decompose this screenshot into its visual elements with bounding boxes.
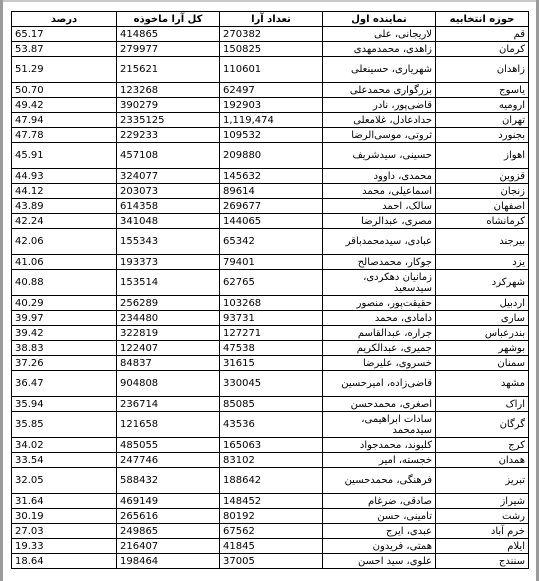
cell-first-rep: عبادی، سیدمحمدباقر: [323, 229, 436, 255]
table-row: [12, 509, 529, 524]
cell-total-votes: 904808: [117, 371, 220, 397]
cell-percent: 30.19: [12, 509, 117, 524]
cell-district: اردبیل: [436, 296, 529, 311]
cell-votes: 85085: [220, 397, 323, 412]
cell-percent: 40.29: [12, 296, 117, 311]
table-row: [12, 57, 529, 83]
cell-first-rep: سادات ابراهیمی، سیدمحمد: [323, 412, 436, 438]
cell-total-votes: 457108: [117, 143, 220, 169]
table-row: [12, 371, 529, 397]
cell-first-rep: مصری، عبدالرضا: [323, 214, 436, 229]
cell-votes: 209880: [220, 143, 323, 169]
cell-total-votes: 84837: [117, 356, 220, 371]
cell-percent: 45.91: [12, 143, 117, 169]
header-first-rep: نماینده اول: [323, 12, 436, 27]
cell-first-rep: حقیقت‌پور، منصور: [323, 296, 436, 311]
cell-votes: 270382: [220, 27, 323, 42]
cell-total-votes: 588432: [117, 468, 220, 494]
cell-first-rep: بزرگواری محمدعلی: [323, 83, 436, 98]
table-row: [12, 494, 529, 509]
cell-first-rep: ثروتی، موسی‌الرضا: [323, 128, 436, 143]
cell-first-rep: خجسته، امیر: [323, 453, 436, 468]
table-row: [12, 341, 529, 356]
header-district: حوزه انتخابیه: [436, 12, 529, 27]
cell-district: زنجان: [436, 184, 529, 199]
cell-total-votes: 469149: [117, 494, 220, 509]
table-row: [12, 42, 529, 57]
cell-votes: 144065: [220, 214, 323, 229]
cell-district: سمنان: [436, 356, 529, 371]
cell-votes: 67562: [220, 524, 323, 539]
cell-district: کرمانشاه: [436, 214, 529, 229]
cell-votes: 65342: [220, 229, 323, 255]
cell-percent: 65.17: [12, 27, 117, 42]
cell-first-rep: دامادی، محمد: [323, 311, 436, 326]
cell-votes: 62765: [220, 270, 323, 296]
window-left-edge: [0, 0, 3, 581]
cell-first-rep: قاضی‌زاده، امیرحسین: [323, 371, 436, 397]
cell-votes: 110601: [220, 57, 323, 83]
header-percent: درصد: [12, 12, 117, 27]
cell-percent: 31.64: [12, 494, 117, 509]
cell-percent: 37.26: [12, 356, 117, 371]
cell-total-votes: 215621: [117, 57, 220, 83]
table-row: [12, 27, 529, 42]
cell-district: ساری: [436, 311, 529, 326]
cell-votes: 83102: [220, 453, 323, 468]
cell-first-rep: عبدی، ایرج: [323, 524, 436, 539]
cell-percent: 40.88: [12, 270, 117, 296]
cell-total-votes: 193373: [117, 255, 220, 270]
cell-district: بجنورد: [436, 128, 529, 143]
cell-votes: 41845: [220, 539, 323, 554]
cell-total-votes: 247746: [117, 453, 220, 468]
cell-total-votes: 485055: [117, 438, 220, 453]
cell-first-rep: جوکار، محمدصالح: [323, 255, 436, 270]
table-row: [12, 229, 529, 255]
cell-first-rep: شهریاری، حسینعلی: [323, 57, 436, 83]
cell-percent: 47.78: [12, 128, 117, 143]
cell-total-votes: 121658: [117, 412, 220, 438]
table-row: [12, 554, 529, 569]
cell-total-votes: 198464: [117, 554, 220, 569]
cell-district: مشهد: [436, 371, 529, 397]
table-row: [12, 468, 529, 494]
cell-first-rep: خسروی، علیرضا: [323, 356, 436, 371]
cell-district: یاسوج: [436, 83, 529, 98]
cell-votes: 103268: [220, 296, 323, 311]
cell-first-rep: کلبوند، محمدجواد: [323, 438, 436, 453]
cell-total-votes: 341048: [117, 214, 220, 229]
cell-first-rep: لاریجانی، علی: [323, 27, 436, 42]
table-row: [12, 169, 529, 184]
cell-first-rep: جمیری، عبدالکریم: [323, 341, 436, 356]
cell-percent: 27.03: [12, 524, 117, 539]
cell-first-rep: اصغری، محمدحسن: [323, 397, 436, 412]
cell-first-rep: حسینی، سیدشریف: [323, 143, 436, 169]
cell-first-rep: همتی، فریدون: [323, 539, 436, 554]
cell-percent: 47.94: [12, 113, 117, 128]
cell-first-rep: صادقی، ضرغام: [323, 494, 436, 509]
header-row: [12, 12, 529, 27]
table-row: [12, 83, 529, 98]
cell-first-rep: زمانیان دهکردی، سیدسعید: [323, 270, 436, 296]
cell-first-rep: سالک، احمد: [323, 199, 436, 214]
cell-votes: 43536: [220, 412, 323, 438]
table-row: [12, 438, 529, 453]
table-body: [12, 27, 529, 569]
cell-votes: 37005: [220, 554, 323, 569]
cell-total-votes: 2335125: [117, 113, 220, 128]
cell-percent: 44.93: [12, 169, 117, 184]
cell-district: کرج: [436, 438, 529, 453]
cell-total-votes: 203073: [117, 184, 220, 199]
cell-total-votes: 256289: [117, 296, 220, 311]
table-row: [12, 412, 529, 438]
cell-percent: 39.42: [12, 326, 117, 341]
cell-votes: 269677: [220, 199, 323, 214]
cell-total-votes: 322819: [117, 326, 220, 341]
cell-percent: 32.05: [12, 468, 117, 494]
cell-first-rep: تامینی، حسن: [323, 509, 436, 524]
cell-total-votes: 390279: [117, 98, 220, 113]
cell-percent: 53.87: [12, 42, 117, 57]
cell-percent: 35.94: [12, 397, 117, 412]
cell-votes: 109532: [220, 128, 323, 143]
cell-votes: 145632: [220, 169, 323, 184]
cell-district: قزوین: [436, 169, 529, 184]
table-row: [12, 199, 529, 214]
cell-total-votes: 122407: [117, 341, 220, 356]
cell-percent: 50.70: [12, 83, 117, 98]
cell-votes: 127271: [220, 326, 323, 341]
cell-first-rep: حدادعادل، غلامعلی: [323, 113, 436, 128]
cell-district: ایلام: [436, 539, 529, 554]
cell-district: قم: [436, 27, 529, 42]
cell-percent: 44.12: [12, 184, 117, 199]
cell-votes: 62497: [220, 83, 323, 98]
table-row: [12, 255, 529, 270]
cell-district: سنندج: [436, 554, 529, 569]
cell-district: اهواز: [436, 143, 529, 169]
cell-votes: 80192: [220, 509, 323, 524]
cell-percent: 33.54: [12, 453, 117, 468]
cell-votes: 165063: [220, 438, 323, 453]
cell-percent: 19.33: [12, 539, 117, 554]
table-row: [12, 356, 529, 371]
cell-percent: 36.47: [12, 371, 117, 397]
table-row: [12, 326, 529, 341]
table-row: [12, 128, 529, 143]
cell-district: تبریز: [436, 468, 529, 494]
cell-total-votes: 614358: [117, 199, 220, 214]
cell-total-votes: 324077: [117, 169, 220, 184]
cell-percent: 51.29: [12, 57, 117, 83]
cell-votes: 188642: [220, 468, 323, 494]
table-row: [12, 143, 529, 169]
cell-total-votes: 229233: [117, 128, 220, 143]
cell-votes: 93731: [220, 311, 323, 326]
cell-district: اراک: [436, 397, 529, 412]
cell-district: گرگان: [436, 412, 529, 438]
cell-district: کرمان: [436, 42, 529, 57]
table-row: [12, 453, 529, 468]
cell-district: یزد: [436, 255, 529, 270]
cell-percent: 42.24: [12, 214, 117, 229]
cell-district: شهرکرد: [436, 270, 529, 296]
table-row: [12, 397, 529, 412]
cell-district: بندرعباس: [436, 326, 529, 341]
table-row: [12, 524, 529, 539]
cell-district: بیرجند: [436, 229, 529, 255]
cell-percent: 49.42: [12, 98, 117, 113]
table-row: [12, 296, 529, 311]
cell-percent: 35.85: [12, 412, 117, 438]
table-row: [12, 214, 529, 229]
cell-first-rep: اسماعیلی، محمد: [323, 184, 436, 199]
table-row: [12, 539, 529, 554]
header-votes: تعداد آرا: [220, 12, 323, 27]
cell-district: زاهدان: [436, 57, 529, 83]
cell-total-votes: 123268: [117, 83, 220, 98]
cell-total-votes: 155343: [117, 229, 220, 255]
table-row: [12, 311, 529, 326]
cell-percent: 39.97: [12, 311, 117, 326]
cell-percent: 18.64: [12, 554, 117, 569]
cell-percent: 42.06: [12, 229, 117, 255]
cell-votes: 192903: [220, 98, 323, 113]
cell-votes: 89614: [220, 184, 323, 199]
cell-first-rep: قاضی‌پور، نادر: [323, 98, 436, 113]
cell-first-rep: فرهنگی، محمدحسین: [323, 468, 436, 494]
table-row: [12, 113, 529, 128]
table-row: [12, 98, 529, 113]
cell-total-votes: 153514: [117, 270, 220, 296]
cell-votes: 148452: [220, 494, 323, 509]
cell-total-votes: 216407: [117, 539, 220, 554]
election-results-table: [11, 11, 529, 569]
cell-district: خرم آباد: [436, 524, 529, 539]
table-row: [12, 184, 529, 199]
cell-percent: 34.02: [12, 438, 117, 453]
cell-first-rep: محمدی، داوود: [323, 169, 436, 184]
cell-district: شیراز: [436, 494, 529, 509]
cell-district: تهران: [436, 113, 529, 128]
cell-percent: 38.83: [12, 341, 117, 356]
cell-total-votes: 249865: [117, 524, 220, 539]
cell-total-votes: 414865: [117, 27, 220, 42]
cell-votes: 31615: [220, 356, 323, 371]
cell-district: رشت: [436, 509, 529, 524]
cell-district: بوشهر: [436, 341, 529, 356]
cell-first-rep: جراره، عبدالقاسم: [323, 326, 436, 341]
cell-total-votes: 265616: [117, 509, 220, 524]
cell-total-votes: 279977: [117, 42, 220, 57]
cell-total-votes: 234480: [117, 311, 220, 326]
cell-percent: 43.89: [12, 199, 117, 214]
cell-first-rep: علوی، سید احسن: [323, 554, 436, 569]
cell-district: همدان: [436, 453, 529, 468]
cell-total-votes: 236714: [117, 397, 220, 412]
cell-first-rep: زاهدی، محمدمهدی: [323, 42, 436, 57]
cell-district: ارومیه: [436, 98, 529, 113]
cell-votes: 330045: [220, 371, 323, 397]
cell-votes: 150825: [220, 42, 323, 57]
cell-district: اصفهان: [436, 199, 529, 214]
cell-percent: 41.06: [12, 255, 117, 270]
cell-votes: 47538: [220, 341, 323, 356]
table-row: [12, 270, 529, 296]
cell-votes: 79401: [220, 255, 323, 270]
cell-votes: 1,119,474: [220, 113, 323, 128]
header-total-votes: کل آرا ماخوذه: [117, 12, 220, 27]
window-top-edge: [0, 0, 539, 2]
